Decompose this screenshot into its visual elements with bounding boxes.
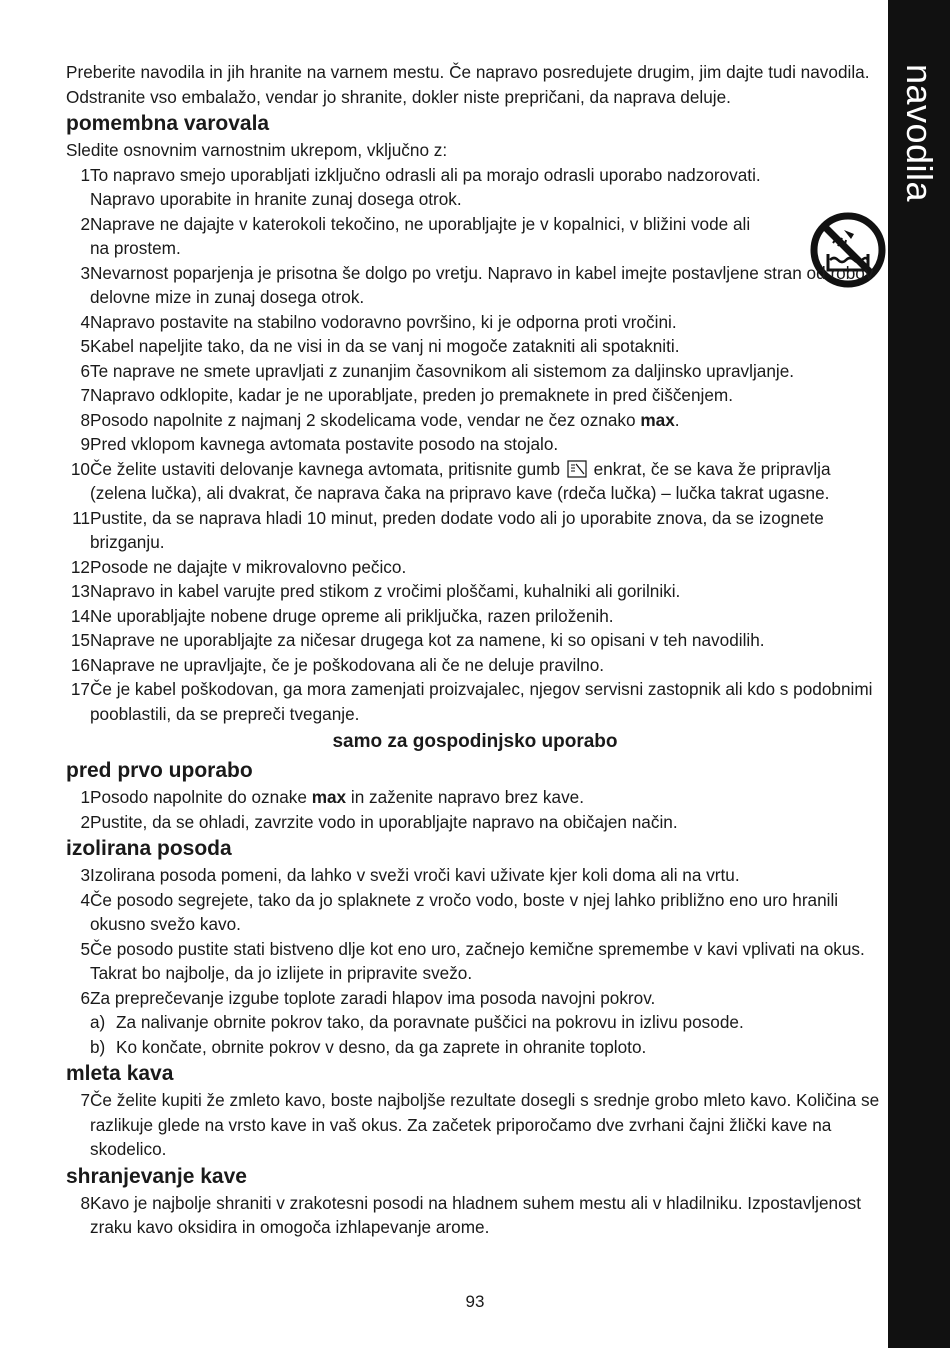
list-item: 1 Posodo napolnite do oznake max in zaženite napravo brez kave. (80, 787, 585, 807)
list-item: 4 Napravo postavite na stabilno vodoravno površino, ki je odporna proti vročini. (80, 311, 677, 332)
list-item: 12 Posode ne dajajte v mikrovalovno pečico. (70, 556, 407, 577)
heading-ground-coffee: mleta kava (66, 1062, 174, 1085)
list-item: 2 Pustite, da se ohladi, zavrzite vodo in uporabljajte napravo na običajen način. (80, 811, 678, 832)
list-item: 1 To napravo smejo uporabljati izključno odrasli ali pa morajo odrasli uporabo nadzorovati. Napravo uporabite in hranite zunaj dosega otrok. (80, 164, 761, 209)
list-item: 9 Pred vklopom kavnega avtomata postavite posodo na stojalo. (80, 434, 559, 454)
sub-list-item: b) Ko končate, obrnite pokrov v desno, da ga zaprete in ohranite toploto. (90, 1036, 647, 1057)
list-item: 8 Kavo je najbolje shraniti v zrakotesni posodi na hladnem suhem mestu ali v hladilniku. Izpostavljenost zraku kavo oksidira in omogoča izhlapevanje arome. (80, 1192, 861, 1237)
list-item: 3 Nevarnost poparjenja je prisotna še dolgo po vretju. Napravo in kabel imejte postavljene stran od robov delovne mize in zunaj dosega otrok. (80, 262, 874, 307)
heading-coffee-storage: shranjevanje kave (66, 1164, 247, 1188)
intro-text: Preberite navodila in jih hranite na varnem mestu. Če napravo posredujete drugim, jim dajte tudi navodila. Odstranite vso embalažo, vendar jo shranite, dokler niste prepričani, da naprava deluje. (66, 62, 870, 107)
domestic-use-note: samo za gospodinjsko uporabo (332, 731, 618, 752)
list-item: 5 Če posodo pustite stati bistveno dlje kot eno uro, začnejo kemične spremembe v kavi vplivati na okus. Takrat bo najbolje, da jo izlijete in pripravite svežo. (80, 938, 865, 983)
heading-safety: pomembna varovala (66, 112, 270, 135)
side-tab (888, 0, 950, 1348)
list-item: 16 Naprave ne upravljajte, če je poškodovana ali če ne deluje pravilno. (70, 654, 605, 675)
list-item: 17 Če je kabel poškodovan, ga mora zamenjati proizvajalec, njegov servisni zastopnik ali kdo s podobnimi pooblastili, da se prepreči tveganje. (70, 679, 873, 724)
safety-list (66, 163, 884, 727)
list-item: 7 Če želite kupiti že zmleto kavo, boste najboljše rezultate dosegli s srednje grobo mleto kavo. Količina se razlikuje glede na vrsto kave in vaš okus. Za začetek priporočamo dve zvrhani čajni žlički kave na skodelico. (80, 1090, 880, 1159)
list-item: 5 Kabel napeljite tako, da ne visi in da se vanj ni mogoče zatakniti ali spotakniti. (80, 336, 680, 356)
list-item: 2 Naprave ne dajajte v katerokoli tekočino, ne uporabljajte je v kopalnici, v bližini vode ali na prostem. (80, 213, 751, 258)
list-item: 13 Napravo in kabel varujte pred stikom z vročimi ploščami, kuhalniki ali gorilniki. (70, 581, 681, 601)
list-item: 11 Pustite, da se naprava hladi 10 minut, preden dodate vodo ali jo uporabite znova, da se izognete brizganju. (72, 507, 824, 552)
list-item: 3 Izolirana posoda pomeni, da lahko v sveži vroči kavi uživate kjer koli doma ali na vrtu. (80, 865, 740, 885)
list-item: 10 Če želite ustaviti delovanje kavnega avtomata, pritisnite gumb enkrat, če se kava že pripravlja (zelena lučka), ali dvakrat, če naprava čaka na pripravo kave (rdeča lučka) – lučka takrat ugasne. (70, 458, 831, 503)
list-item: 15 Naprave ne uporabljajte za ničesar drugega kot za namene, ki so opisani v teh navodilih. (70, 630, 765, 650)
heading-first-use: pred prvo uporabo (66, 759, 253, 782)
side-tab-label: navodila (899, 63, 940, 203)
sub-list-item: a) Za nalivanje obrnite pokrov tako, da poravnate puščici na pokrovu in izlivu posode. (90, 1012, 744, 1032)
list-item: 4 Če posodo segrejete, tako da jo splaknete z vročo vodo, boste v njej lahko približno eno uro hranili okusno svežo kavo. (80, 889, 839, 934)
list-item: 8 Posodo napolnite z najmanj 2 skodelicama vode, vendar ne čez oznako max. (80, 409, 680, 430)
stop-button-icon (567, 460, 587, 478)
list-item: 6 Za preprečevanje izgube toplote zaradi hlapov ima posoda navojni pokrov. (80, 987, 656, 1008)
page-number: 93 (465, 1292, 485, 1311)
list-item: 6 Te naprave ne smete upravljati z zunanjim časovnikom ali sistemom za daljinsko upravljanje. (80, 360, 795, 381)
list-item: 14 Ne uporabljajte nobene druge opreme ali priključka, razen priloženih. (70, 605, 614, 626)
safety-lead: Sledite osnovnim varnostnim ukrepom, vključno z: (66, 140, 448, 160)
document-body (66, 60, 884, 1240)
heading-insulated-jug: izolirana posoda (66, 837, 232, 860)
list-item: 7 Napravo odklopite, kadar je ne uporabljate, preden jo premaknete in pred čiščenjem. (80, 385, 734, 405)
